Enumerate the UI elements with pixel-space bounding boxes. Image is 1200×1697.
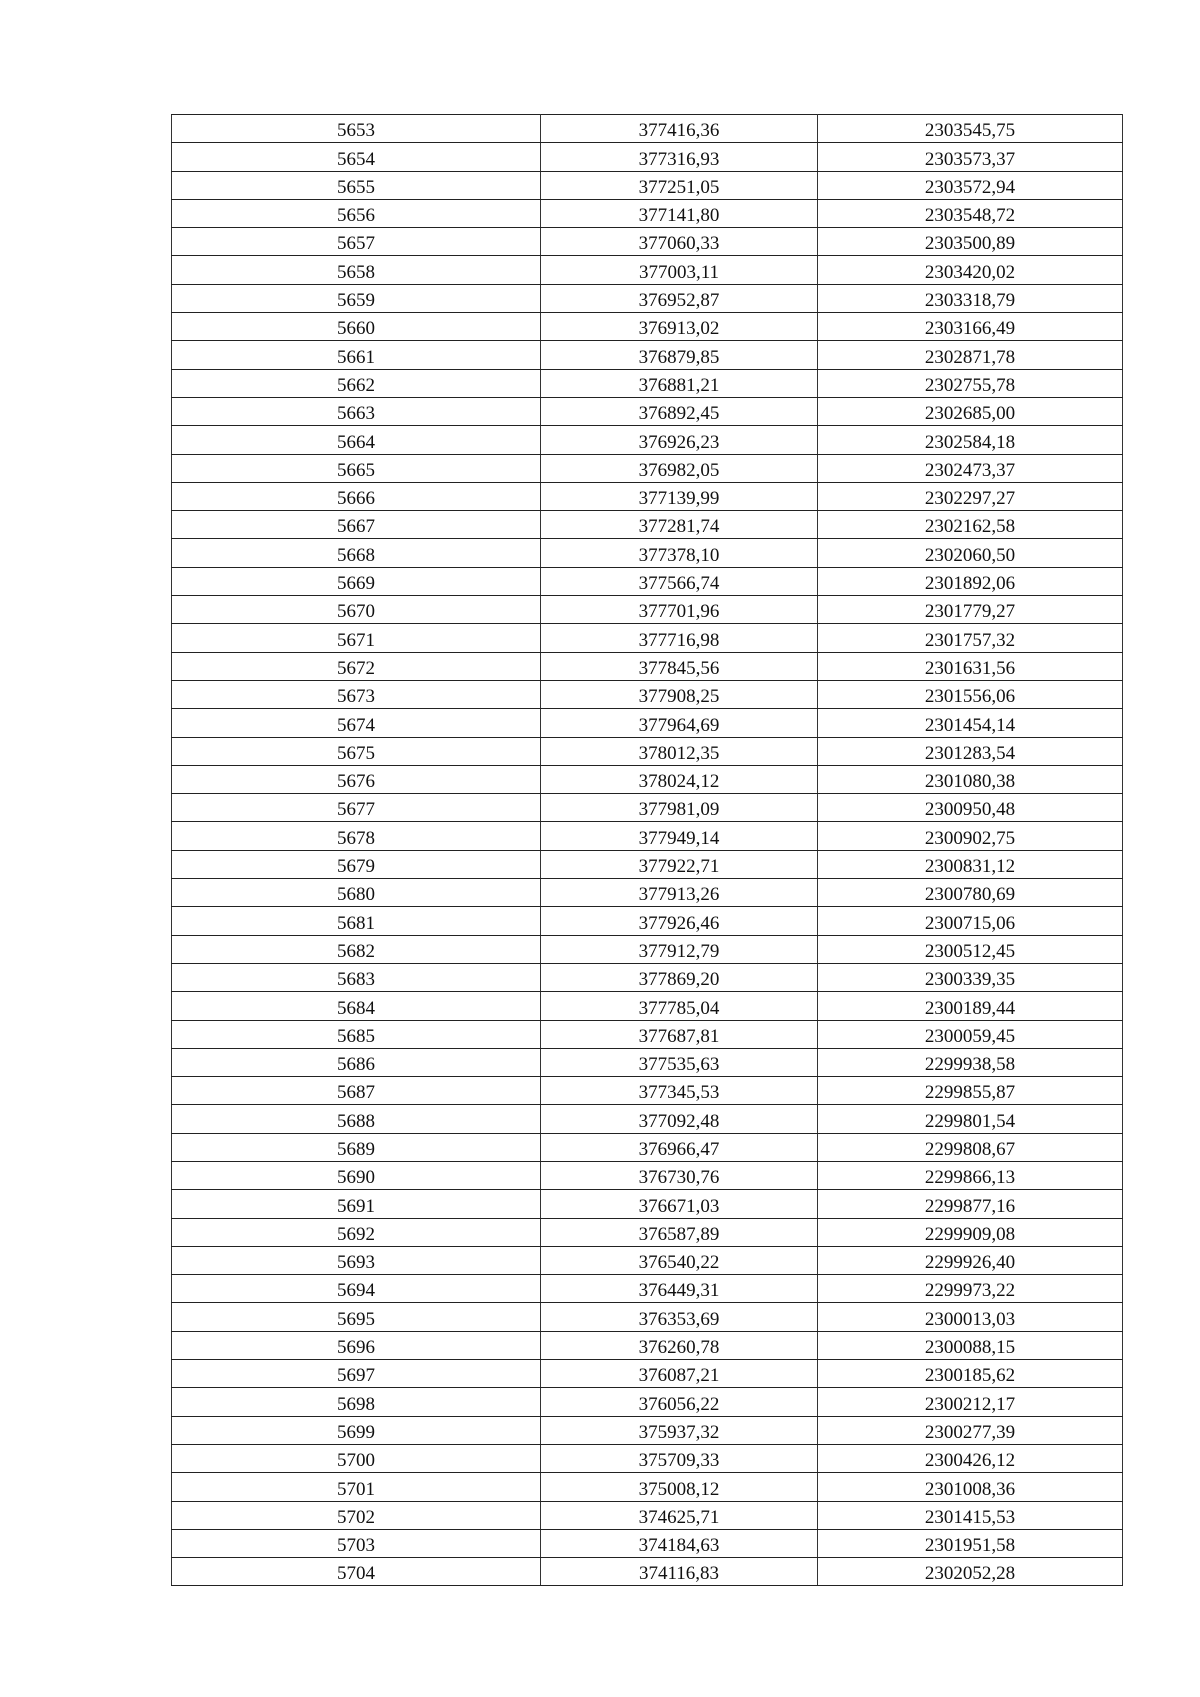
table-row [172,426,1123,454]
point-number-cell: 5700 [172,1444,541,1472]
point-number-cell: 5680 [172,879,541,907]
x-coordinate-cell: 377701,96 [541,596,818,624]
x-coordinate-cell: 377922,71 [541,850,818,878]
point-number-cell: 5695 [172,1303,541,1331]
y-coordinate-cell: 2299973,22 [818,1275,1123,1303]
point-number-cell: 5682 [172,935,541,963]
point-number-cell: 5665 [172,454,541,482]
y-coordinate-cell: 2299866,13 [818,1161,1123,1189]
point-number-cell: 5693 [172,1246,541,1274]
x-coordinate-cell: 377981,09 [541,794,818,822]
table-row [172,737,1123,765]
x-coordinate-cell: 375937,32 [541,1416,818,1444]
y-coordinate-cell: 2300715,06 [818,907,1123,935]
x-coordinate-cell: 376966,47 [541,1133,818,1161]
x-coordinate-cell: 377060,33 [541,228,818,256]
x-coordinate-cell: 377416,36 [541,115,818,143]
x-coordinate-cell: 376587,89 [541,1218,818,1246]
point-number-cell: 5678 [172,822,541,850]
y-coordinate-cell: 2300902,75 [818,822,1123,850]
table-row [172,1529,1123,1557]
point-number-cell: 5686 [172,1048,541,1076]
table-row [172,596,1123,624]
y-coordinate-cell: 2302060,50 [818,539,1123,567]
point-number-cell: 5673 [172,680,541,708]
y-coordinate-cell: 2300059,45 [818,1020,1123,1048]
y-coordinate-cell: 2301454,14 [818,709,1123,737]
point-number-cell: 5661 [172,341,541,369]
point-number-cell: 5672 [172,652,541,680]
table-row [172,1360,1123,1388]
x-coordinate-cell: 377316,93 [541,143,818,171]
y-coordinate-cell: 2301283,54 [818,737,1123,765]
x-coordinate-cell: 377716,98 [541,624,818,652]
y-coordinate-cell: 2300277,39 [818,1416,1123,1444]
point-number-cell: 5674 [172,709,541,737]
point-number-cell: 5667 [172,511,541,539]
y-coordinate-cell: 2303545,75 [818,115,1123,143]
x-coordinate-cell: 374184,63 [541,1529,818,1557]
point-number-cell: 5671 [172,624,541,652]
table-row [172,1246,1123,1274]
table-row [172,454,1123,482]
y-coordinate-cell: 2303420,02 [818,256,1123,284]
table-row [172,1105,1123,1133]
y-coordinate-cell: 2302755,78 [818,369,1123,397]
table-row [172,397,1123,425]
point-number-cell: 5687 [172,1077,541,1105]
point-number-cell: 5685 [172,1020,541,1048]
y-coordinate-cell: 2301757,32 [818,624,1123,652]
table-row [172,822,1123,850]
point-number-cell: 5683 [172,963,541,991]
table-row [172,624,1123,652]
y-coordinate-cell: 2301779,27 [818,596,1123,624]
table-row [172,1048,1123,1076]
x-coordinate-cell: 377913,26 [541,879,818,907]
x-coordinate-cell: 376982,05 [541,454,818,482]
x-coordinate-cell: 376353,69 [541,1303,818,1331]
point-number-cell: 5659 [172,284,541,312]
table-row [172,709,1123,737]
point-number-cell: 5658 [172,256,541,284]
table-row [172,963,1123,991]
point-number-cell: 5702 [172,1501,541,1529]
point-number-cell: 5669 [172,567,541,595]
table-row [172,1388,1123,1416]
table-row [172,1558,1123,1586]
table-row [172,1444,1123,1472]
point-number-cell: 5689 [172,1133,541,1161]
y-coordinate-cell: 2303318,79 [818,284,1123,312]
table-row [172,369,1123,397]
table-row [172,539,1123,567]
table-row [172,992,1123,1020]
table-row [172,228,1123,256]
point-number-cell: 5692 [172,1218,541,1246]
x-coordinate-cell: 378024,12 [541,765,818,793]
x-coordinate-cell: 374625,71 [541,1501,818,1529]
table-row [172,935,1123,963]
x-coordinate-cell: 377566,74 [541,567,818,595]
x-coordinate-cell: 376892,45 [541,397,818,425]
point-number-cell: 5668 [172,539,541,567]
x-coordinate-cell: 376879,85 [541,341,818,369]
x-coordinate-cell: 377092,48 [541,1105,818,1133]
x-coordinate-cell: 377926,46 [541,907,818,935]
point-number-cell: 5655 [172,171,541,199]
point-number-cell: 5679 [172,850,541,878]
x-coordinate-cell: 377345,53 [541,1077,818,1105]
x-coordinate-cell: 376087,21 [541,1360,818,1388]
point-number-cell: 5701 [172,1473,541,1501]
point-number-cell: 5675 [172,737,541,765]
x-coordinate-cell: 375008,12 [541,1473,818,1501]
y-coordinate-cell: 2299909,08 [818,1218,1123,1246]
point-number-cell: 5657 [172,228,541,256]
table-row [172,1473,1123,1501]
y-coordinate-cell: 2302871,78 [818,341,1123,369]
x-coordinate-cell: 376540,22 [541,1246,818,1274]
table-row [172,199,1123,227]
y-coordinate-cell: 2302685,00 [818,397,1123,425]
table-row [172,1218,1123,1246]
x-coordinate-cell: 377964,69 [541,709,818,737]
table-row [172,907,1123,935]
x-coordinate-cell: 376952,87 [541,284,818,312]
y-coordinate-cell: 2301631,56 [818,652,1123,680]
y-coordinate-cell: 2302297,27 [818,482,1123,510]
y-coordinate-cell: 2303548,72 [818,199,1123,227]
table-row [172,765,1123,793]
x-coordinate-cell: 374116,83 [541,1558,818,1586]
table-row [172,652,1123,680]
x-coordinate-cell: 376730,76 [541,1161,818,1189]
point-number-cell: 5704 [172,1558,541,1586]
y-coordinate-cell: 2301892,06 [818,567,1123,595]
y-coordinate-cell: 2300088,15 [818,1331,1123,1359]
table-row [172,511,1123,539]
y-coordinate-cell: 2302162,58 [818,511,1123,539]
point-number-cell: 5653 [172,115,541,143]
point-number-cell: 5694 [172,1275,541,1303]
y-coordinate-cell: 2299808,67 [818,1133,1123,1161]
y-coordinate-cell: 2300426,12 [818,1444,1123,1472]
x-coordinate-cell: 377535,63 [541,1048,818,1076]
point-number-cell: 5699 [172,1416,541,1444]
point-number-cell: 5656 [172,199,541,227]
point-number-cell: 5681 [172,907,541,935]
table-row [172,879,1123,907]
y-coordinate-cell: 2300185,62 [818,1360,1123,1388]
x-coordinate-cell: 376926,23 [541,426,818,454]
table-row [172,115,1123,143]
table-row [172,171,1123,199]
x-coordinate-cell: 377251,05 [541,171,818,199]
table-row [172,1020,1123,1048]
coordinates-table-body [172,115,1123,1586]
x-coordinate-cell: 377845,56 [541,652,818,680]
point-number-cell: 5664 [172,426,541,454]
point-number-cell: 5698 [172,1388,541,1416]
coordinates-table [171,114,1123,1586]
table-row [172,284,1123,312]
x-coordinate-cell: 376056,22 [541,1388,818,1416]
point-number-cell: 5662 [172,369,541,397]
y-coordinate-cell: 2299877,16 [818,1190,1123,1218]
point-number-cell: 5663 [172,397,541,425]
x-coordinate-cell: 376260,78 [541,1331,818,1359]
y-coordinate-cell: 2300780,69 [818,879,1123,907]
y-coordinate-cell: 2299801,54 [818,1105,1123,1133]
x-coordinate-cell: 375709,33 [541,1444,818,1472]
y-coordinate-cell: 2301415,53 [818,1501,1123,1529]
table-row [172,313,1123,341]
x-coordinate-cell: 377908,25 [541,680,818,708]
point-number-cell: 5670 [172,596,541,624]
table-row [172,680,1123,708]
y-coordinate-cell: 2302052,28 [818,1558,1123,1586]
y-coordinate-cell: 2301008,36 [818,1473,1123,1501]
y-coordinate-cell: 2303166,49 [818,313,1123,341]
table-row [172,1133,1123,1161]
x-coordinate-cell: 377141,80 [541,199,818,227]
y-coordinate-cell: 2300512,45 [818,935,1123,963]
point-number-cell: 5677 [172,794,541,822]
point-number-cell: 5688 [172,1105,541,1133]
x-coordinate-cell: 376913,02 [541,313,818,341]
x-coordinate-cell: 377281,74 [541,511,818,539]
table-row [172,1190,1123,1218]
x-coordinate-cell: 376671,03 [541,1190,818,1218]
y-coordinate-cell: 2300831,12 [818,850,1123,878]
y-coordinate-cell: 2302473,37 [818,454,1123,482]
table-row [172,1077,1123,1105]
table-row [172,1501,1123,1529]
table-row [172,143,1123,171]
x-coordinate-cell: 377003,11 [541,256,818,284]
y-coordinate-cell: 2303500,89 [818,228,1123,256]
y-coordinate-cell: 2299926,40 [818,1246,1123,1274]
table-row [172,1331,1123,1359]
y-coordinate-cell: 2303572,94 [818,171,1123,199]
y-coordinate-cell: 2301951,58 [818,1529,1123,1557]
table-row [172,482,1123,510]
x-coordinate-cell: 378012,35 [541,737,818,765]
point-number-cell: 5654 [172,143,541,171]
point-number-cell: 5703 [172,1529,541,1557]
table-row [172,1161,1123,1189]
y-coordinate-cell: 2300212,17 [818,1388,1123,1416]
x-coordinate-cell: 377869,20 [541,963,818,991]
x-coordinate-cell: 377912,79 [541,935,818,963]
point-number-cell: 5697 [172,1360,541,1388]
y-coordinate-cell: 2300950,48 [818,794,1123,822]
x-coordinate-cell: 377139,99 [541,482,818,510]
point-number-cell: 5690 [172,1161,541,1189]
x-coordinate-cell: 376881,21 [541,369,818,397]
table-row [172,850,1123,878]
x-coordinate-cell: 377687,81 [541,1020,818,1048]
y-coordinate-cell: 2302584,18 [818,426,1123,454]
table-row [172,1416,1123,1444]
table-row [172,1303,1123,1331]
point-number-cell: 5696 [172,1331,541,1359]
point-number-cell: 5666 [172,482,541,510]
y-coordinate-cell: 2300013,03 [818,1303,1123,1331]
table-row [172,256,1123,284]
table-row [172,794,1123,822]
y-coordinate-cell: 2301556,06 [818,680,1123,708]
y-coordinate-cell: 2299938,58 [818,1048,1123,1076]
x-coordinate-cell: 377949,14 [541,822,818,850]
y-coordinate-cell: 2303573,37 [818,143,1123,171]
x-coordinate-cell: 376449,31 [541,1275,818,1303]
y-coordinate-cell: 2300339,35 [818,963,1123,991]
point-number-cell: 5684 [172,992,541,1020]
x-coordinate-cell: 377785,04 [541,992,818,1020]
y-coordinate-cell: 2300189,44 [818,992,1123,1020]
y-coordinate-cell: 2301080,38 [818,765,1123,793]
table-row [172,341,1123,369]
table-row [172,567,1123,595]
point-number-cell: 5676 [172,765,541,793]
point-number-cell: 5691 [172,1190,541,1218]
table-row [172,1275,1123,1303]
point-number-cell: 5660 [172,313,541,341]
y-coordinate-cell: 2299855,87 [818,1077,1123,1105]
x-coordinate-cell: 377378,10 [541,539,818,567]
